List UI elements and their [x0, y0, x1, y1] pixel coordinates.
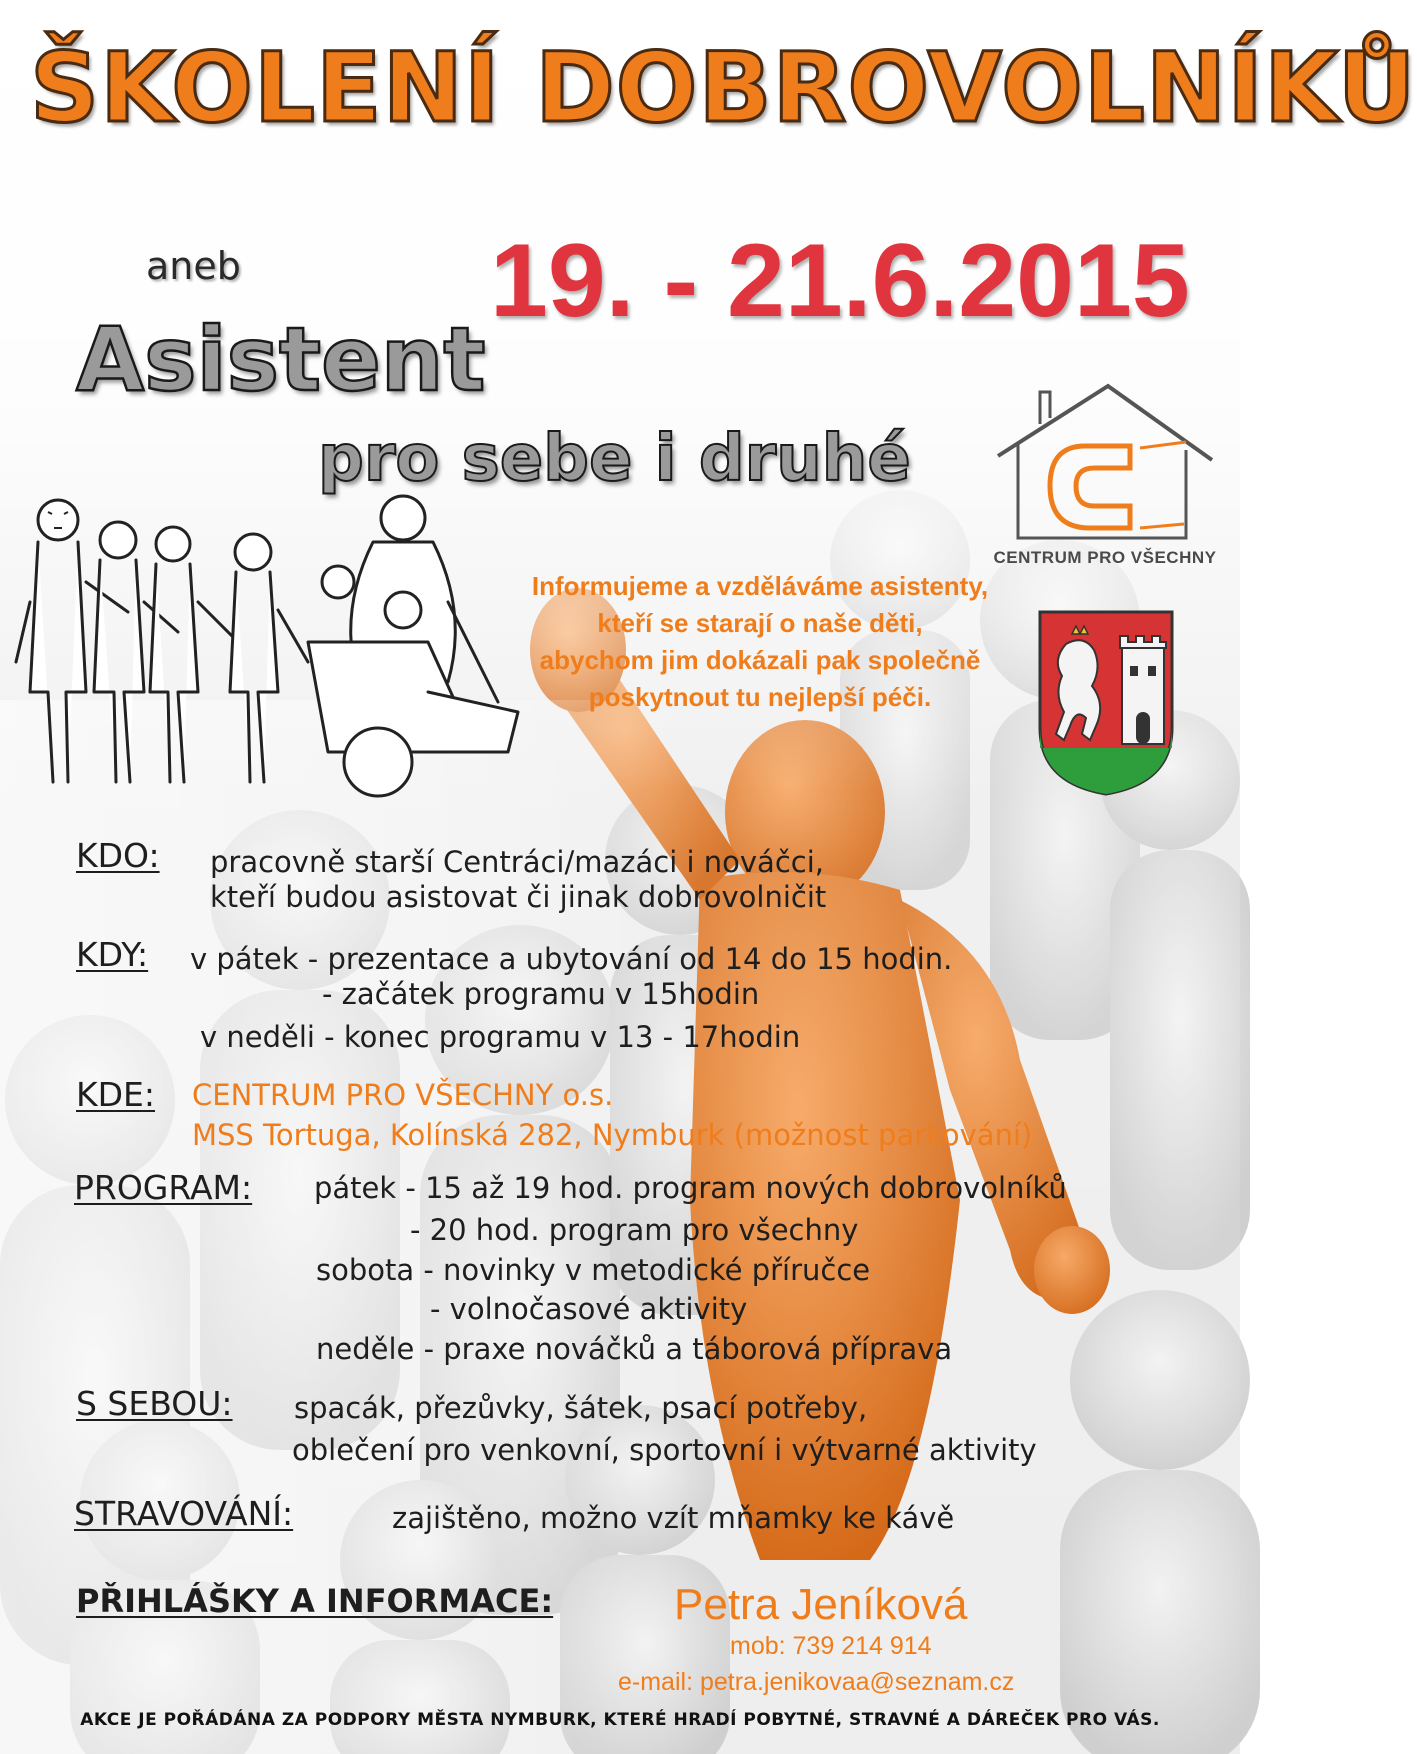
subtitle-text: pro sebe i druhé: [318, 422, 911, 496]
program-line: pátek - 15 až 19 hod. program nových dobrovolníků: [314, 1171, 1067, 1205]
contact-email: e-mail: petra.jenikovaa@seznam.cz: [618, 1668, 1015, 1696]
kdy-label: KDY:: [76, 935, 149, 974]
poster-title: ŠKOLENÍ DOBROVOLNÍKŮ: [30, 32, 1417, 144]
stravovani-text: zajištěno, možno vzít mňamky ke kávě: [392, 1501, 955, 1535]
centrum-logo-icon: [990, 378, 1220, 574]
info-paragraph: [500, 568, 1020, 716]
program-line: sobota - novinky v metodické příručce: [316, 1253, 871, 1287]
kdy-line: v pátek - prezentace a ubytování od 14 do 15 hodin.: [190, 942, 953, 976]
contact-phone: mob: 739 214 914: [730, 1632, 932, 1660]
kdo-line: kteří budou asistovat či jinak dobrovolničit: [210, 880, 827, 914]
kdy-line: v neděli - konec programu v 13 - 17hodin: [200, 1020, 801, 1054]
sebou-line: oblečení pro venkovní, sportovní i výtvarné aktivity: [292, 1433, 1037, 1467]
kdo-line: pracovně starší Centráci/mazáci i nováčci,: [210, 845, 824, 879]
stravovani-label: STRAVOVÁNÍ:: [74, 1494, 294, 1533]
asistent-heading: Asistent: [76, 308, 486, 411]
kde-address: MSS Tortuga, Kolínská 282, Nymburk (možnost parkování): [192, 1118, 1033, 1152]
sebou-label: S SEBOU:: [76, 1384, 233, 1423]
kdy-line: - začátek programu v 15hodin: [322, 977, 760, 1011]
program-label: PROGRAM:: [74, 1168, 253, 1207]
info-line: abychom jim dokázali pak společně: [539, 645, 981, 675]
info-line: poskytnout tu nejlepší péči.: [588, 682, 932, 712]
centrum-logo-label: CENTRUM PRO VŠECHNY: [993, 548, 1217, 567]
program-line: - volnočasové aktivity: [430, 1292, 748, 1326]
kdo-label: KDO:: [76, 836, 160, 875]
aneb-text: aneb: [146, 244, 241, 288]
info-line: kteří se starají o naše děti,: [597, 608, 923, 638]
kde-org-name: CENTRUM PRO VŠECHNY o.s.: [192, 1078, 614, 1112]
kde-label: KDE:: [76, 1075, 156, 1114]
event-date: 19. - 21.6.2015: [490, 223, 1190, 339]
program-line: - 20 hod. program pro všechny: [410, 1213, 859, 1247]
volunteers-drawing-illustration: [8, 492, 548, 798]
contact-name: Petra Jeníková: [674, 1580, 968, 1629]
info-line: Informujeme a vzděláváme asistenty,: [531, 571, 989, 601]
prihlasky-label: PŘIHLÁŠKY A INFORMACE:: [76, 1582, 554, 1620]
program-line: neděle - praxe nováčků a táborová příprava: [316, 1332, 953, 1366]
sebou-line: spacák, přezůvky, šátek, psací potřeby,: [294, 1391, 868, 1425]
footer-note: AKCE JE POŘÁDÁNA ZA PODPORY MĚSTA NYMBURK, KTERÉ HRADÍ POBYTNÉ, STRAVNÉ A DÁREČEK PRO VÁS.: [80, 1710, 1160, 1730]
nymburk-crest-icon: [1036, 608, 1176, 798]
